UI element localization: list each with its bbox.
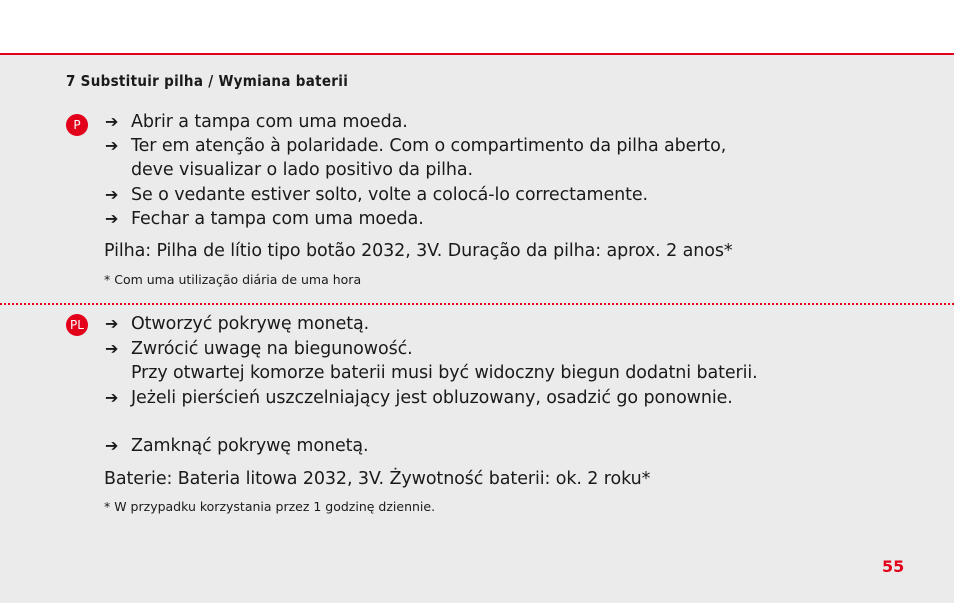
top-margin <box>0 0 954 53</box>
pl-footnote: * W przypadku korzystania przez 1 godzinę dziennie. <box>104 499 436 514</box>
section-divider <box>0 303 954 305</box>
arrow-icon: ➔ <box>105 339 119 358</box>
pt-step-4: Fechar a tampa com uma moeda. <box>131 209 424 229</box>
arrow-icon: ➔ <box>105 388 119 407</box>
arrow-icon: ➔ <box>105 209 119 228</box>
pl-step-4: Zamknąć pokrywę monetą. <box>131 436 369 456</box>
pt-step-1: Abrir a tampa com uma moeda. <box>131 112 408 132</box>
pt-step-2-continued: deve visualizar o lado positivo da pilha. <box>131 160 473 180</box>
pt-step-3: Se o vedante estiver solto, volte a colocá-lo correctamente. <box>131 185 649 205</box>
arrow-icon: ➔ <box>105 136 119 155</box>
arrow-icon: ➔ <box>105 185 119 204</box>
page-number: 55 <box>882 557 905 576</box>
pl-step-2: Zwrócić uwagę na biegunowość. <box>131 339 413 359</box>
pt-step-2: Ter em atenção à polaridade. Com o compartimento da pilha aberto, <box>131 136 727 156</box>
pl-step-3: Jeżeli pierścień uszczelniający jest obluzowany, osadzić go ponownie. <box>131 388 733 408</box>
language-badge-pt: P <box>66 114 88 136</box>
arrow-icon: ➔ <box>105 314 119 333</box>
pl-battery-info: Baterie: Bateria litowa 2032, 3V. Żywotność baterii: ok. 2 roku* <box>104 469 651 489</box>
pt-footnote: * Com uma utilização diária de uma hora <box>104 272 362 287</box>
pl-step-1: Otworzyć pokrywę monetą. <box>131 314 370 334</box>
pt-battery-info: Pilha: Pilha de lítio tipo botão 2032, 3V. Duração da pilha: aprox. 2 anos* <box>104 241 733 261</box>
arrow-icon: ➔ <box>105 436 119 455</box>
pl-step-2-continued: Przy otwartej komorze baterii musi być widoczny biegun dodatni baterii. <box>131 363 758 383</box>
arrow-icon: ➔ <box>105 112 119 131</box>
language-badge-pl: PL <box>66 314 88 336</box>
section-heading: 7 Substituir pilha / Wymiana baterii <box>66 72 349 90</box>
